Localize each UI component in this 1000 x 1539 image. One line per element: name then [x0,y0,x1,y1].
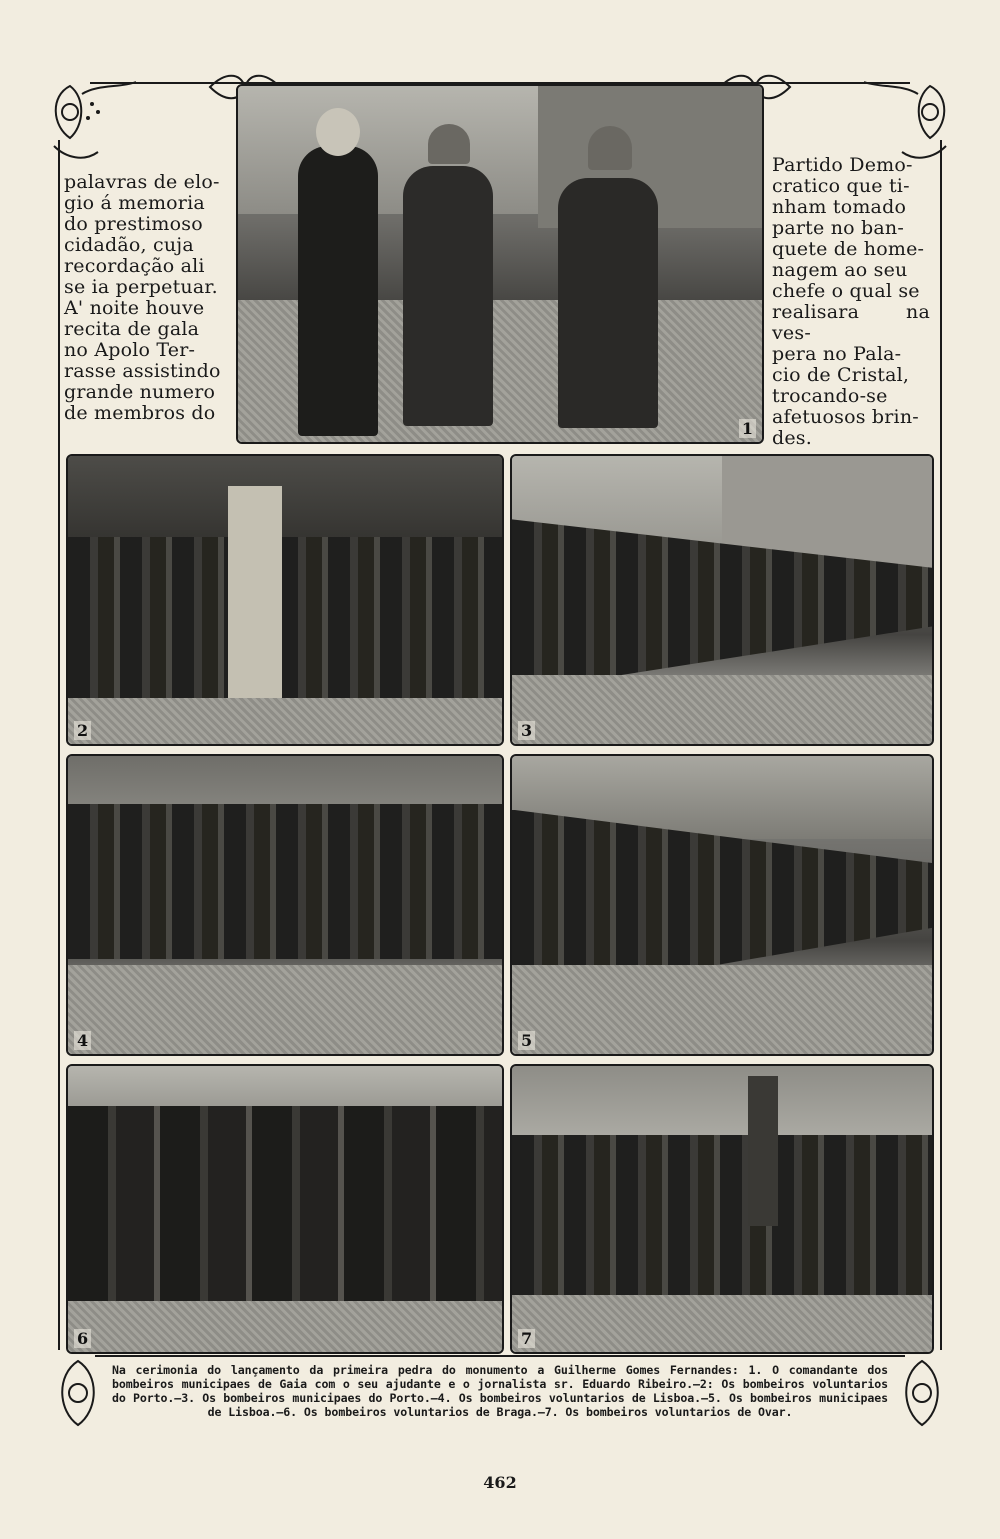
photo-street [68,965,502,1054]
right-text-column: Partido Demo- cratico que ti- nham tomado parte no ban- quete de home- nagem ao seu chefe o qual se realisara na ves- pera no Pala- cio de Cristal, trocando-se afetuosos brin- des. [772,154,930,449]
photo-street [68,698,502,744]
flag [228,486,282,706]
photo-street [512,1295,932,1352]
flower-ornament-bottom-right-icon [892,1355,952,1435]
photo-number: 7 [518,1329,535,1348]
figure-journalist [298,146,378,436]
photo-number: 5 [518,1031,535,1050]
photo-number: 6 [74,1329,91,1348]
firefighter-rank [68,804,502,959]
photo-2 [66,454,504,746]
photo-number: 1 [739,419,756,438]
figure-helmet [428,124,470,164]
photo-3 [510,454,934,746]
photo-number: 2 [74,721,91,740]
frame-left-rule [58,140,60,1350]
firefighter-group [68,1106,502,1306]
photo-7 [510,1064,934,1354]
figure-adjutant [558,178,658,428]
firefighter-rank [512,1135,932,1301]
figure-helmet [588,126,632,170]
photo-number: 3 [518,721,535,740]
photo-street [68,1301,502,1352]
photo-number: 4 [74,1031,91,1050]
photo-caption: Na cerimonia do lançamento da primeira pedra do monumento a Guilherme Gomes Fernandes: 1. O comandante dos bombeiros municipaes de Gaia com o seu ajudante e o jornalista sr. Eduardo Ribeiro.—2: Os bombeiros voluntarios do Porto.—3. Os bombeiros municipaes do Porto.—4. Os bombeiros voluntarios de Lisboa.—5. Os bombeiros municipaes de Lisboa.—6. Os bombeiros voluntarios de Braga.—7. Os bombeiros voluntarios de Ovar. [112,1363,888,1419]
photo-6 [66,1064,504,1354]
figure-head [316,108,360,156]
photo-5 [510,754,934,1056]
photo-1 [236,84,764,444]
flower-ornament-bottom-left-icon [48,1355,108,1435]
frame-bottom-rule [95,1355,905,1357]
photo-street [512,965,932,1054]
page-number: 462 [483,1473,517,1492]
flower-ornament-top-left-icon [40,66,150,166]
firefighter-rank [68,537,502,698]
photo-4 [66,754,504,1056]
photo-street [512,675,932,744]
flag [748,1076,778,1226]
frame-right-rule [940,140,942,1350]
flower-ornament-top-right-icon [850,66,960,166]
figure-commander [403,166,493,426]
left-text-column: palavras de elo- gio á memoria do prestimoso cidadão, cuja recordação ali se ia perpetuar. A' noite houve recita de gala no Apolo Ter- rasse assistindo grande numero de membros do [64,171,221,424]
